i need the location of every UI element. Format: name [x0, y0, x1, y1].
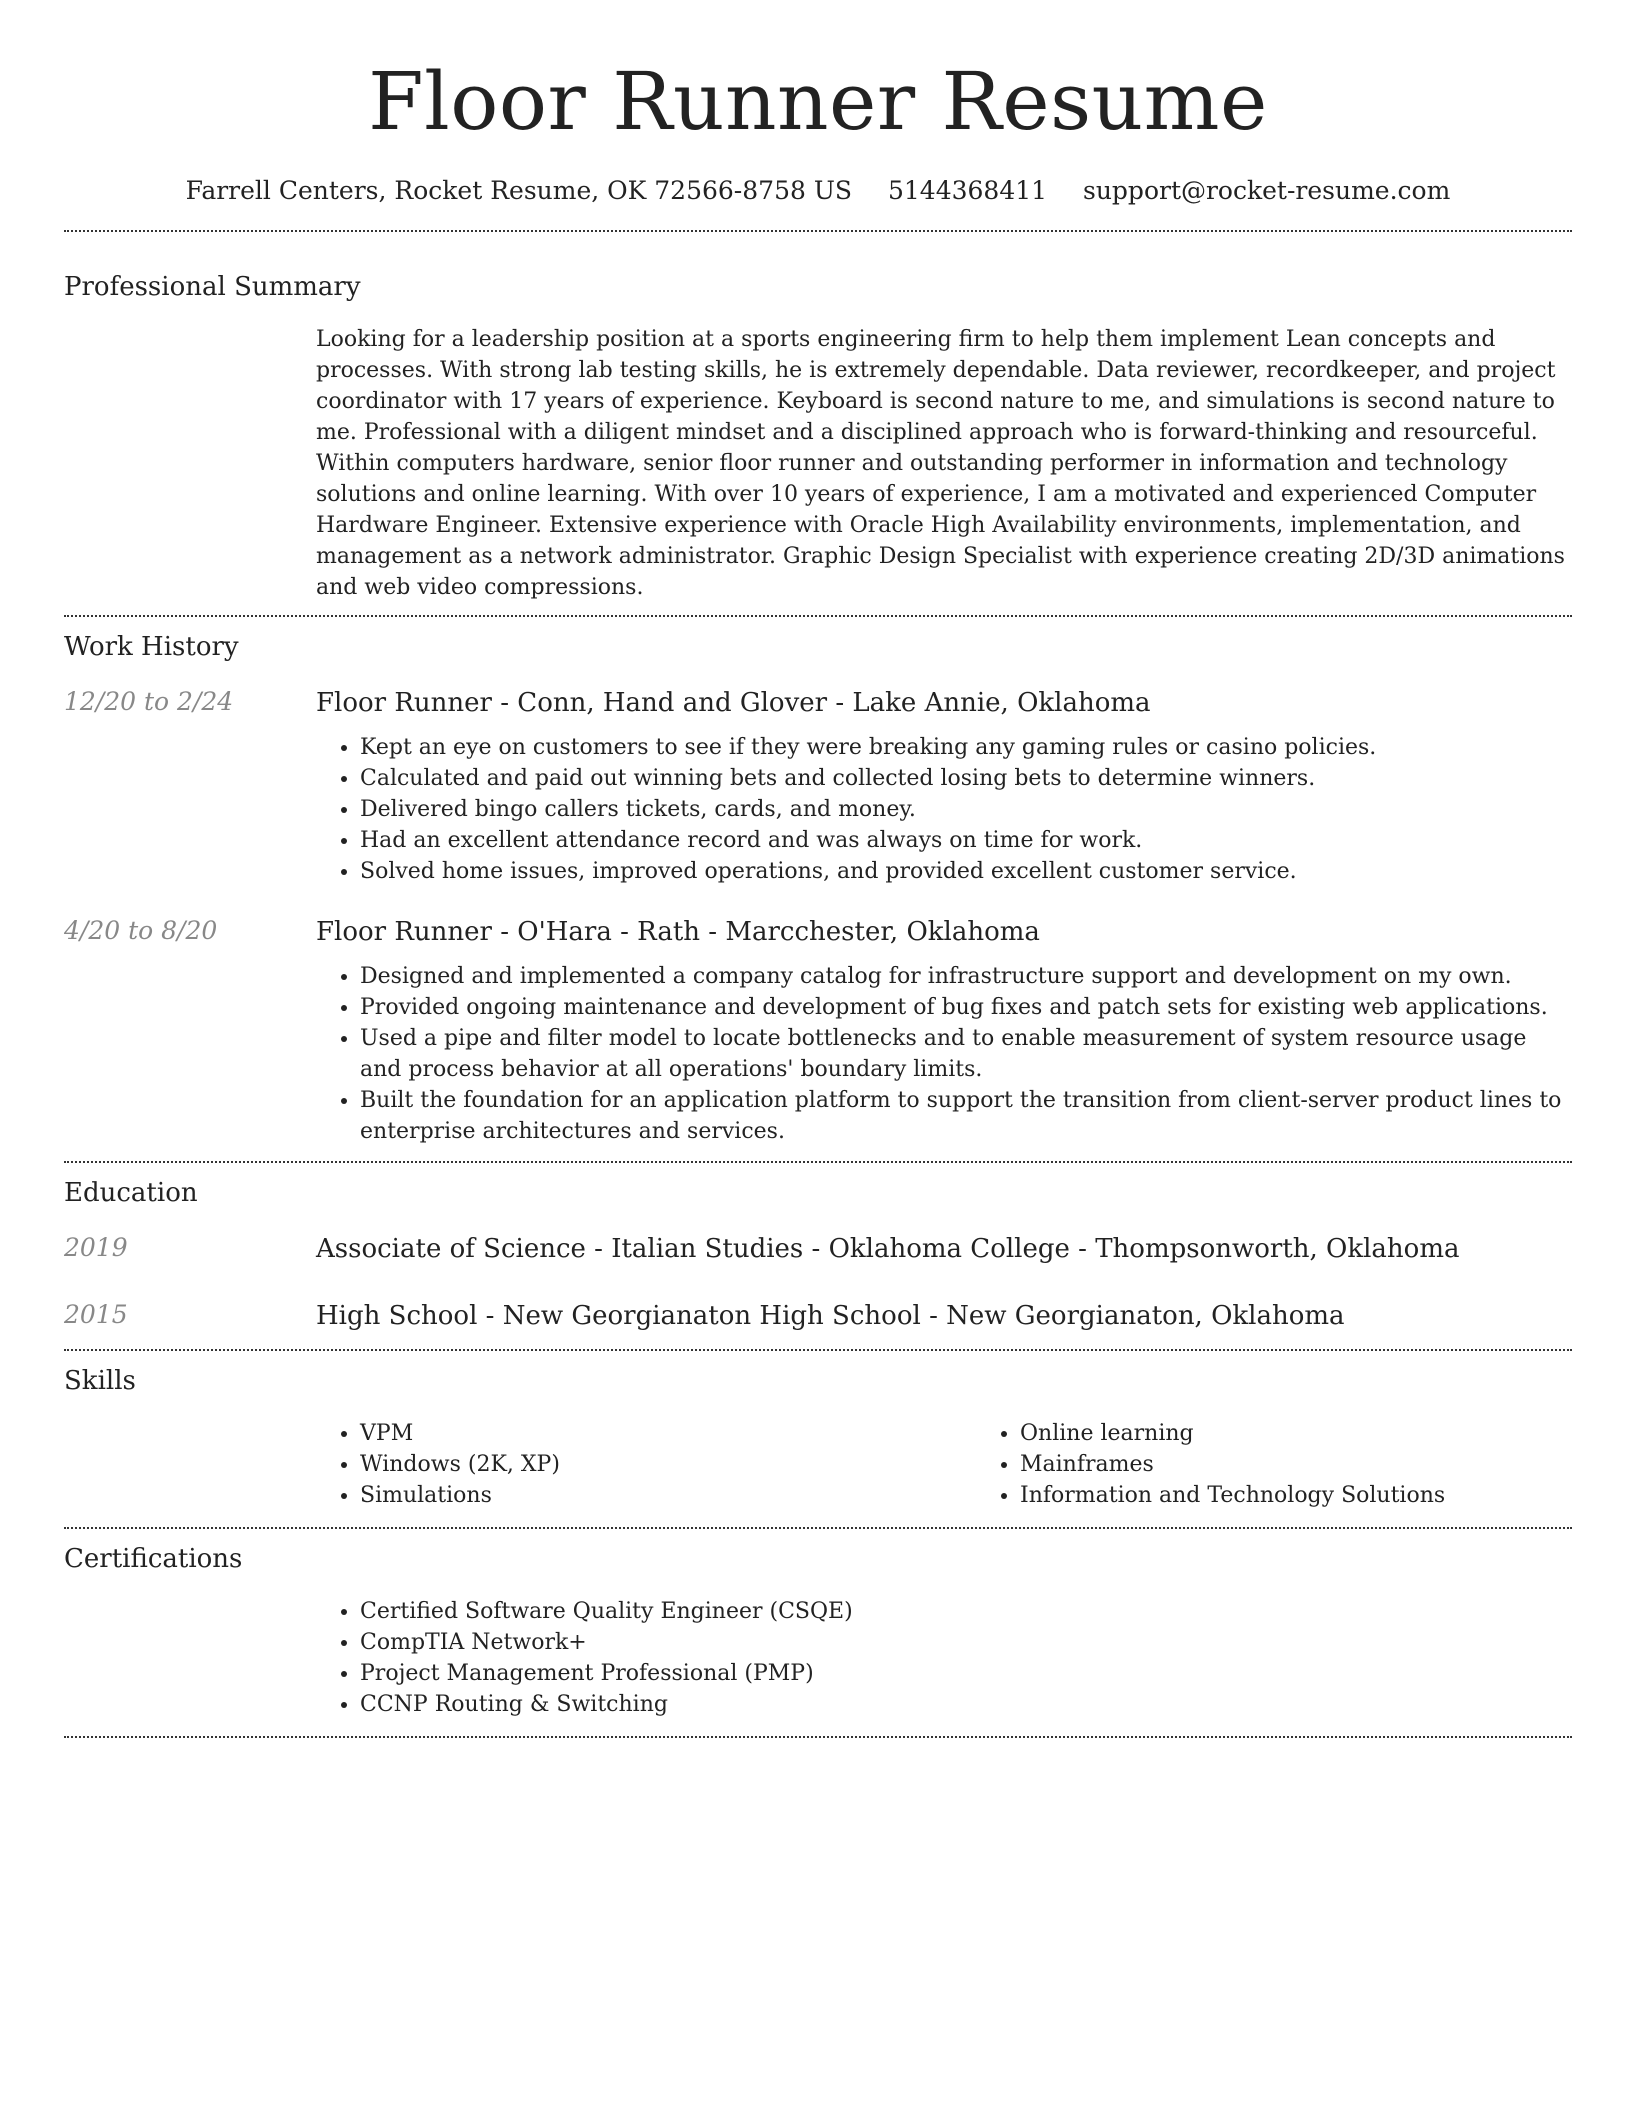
- divider: [64, 615, 1572, 617]
- divider: [64, 1527, 1572, 1529]
- education-section: [64, 1176, 1572, 1333]
- education-school: - Oklahoma College - Thompsonworth, Oklahoma: [803, 1234, 1460, 1264]
- resume-title: Floor Runner Resume: [368, 55, 1268, 148]
- section-title-summary: Professional Summary: [64, 272, 361, 302]
- list-item: • Built the foundation for an application platform to support the transition from client-server product lines to enterprise architectures and services.: [360, 1085, 1572, 1147]
- job-heading: Floor Runner - O'Hara - Rath - Marcchester, Oklahoma: [316, 917, 1040, 947]
- section-title-work: Work History: [64, 632, 239, 662]
- work-section: [64, 630, 1572, 1147]
- divider: [64, 1349, 1572, 1351]
- skill-item: • Windows (2K, XP): [360, 1449, 976, 1480]
- education-year: 2019: [64, 1233, 128, 1262]
- job-dates: 12/20 to 2/24: [64, 687, 234, 716]
- education-entry: [64, 1299, 1572, 1333]
- list-item: • Used a pipe and filter model to locate bottlenecks and to enable measurement of system resource usage and process behavior at all operations' boundary limits.: [360, 1023, 1572, 1085]
- job-heading: Floor Runner - Conn, Hand and Glover - Lake Annie, Oklahoma: [316, 688, 1151, 718]
- education-degree: Associate of Science - Italian Studies: [316, 1234, 804, 1264]
- education-year: 2015: [64, 1300, 128, 1329]
- skill-item: • Simulations: [360, 1480, 976, 1511]
- job-entry: [64, 686, 1572, 887]
- job-dates: 4/20 to 8/20: [64, 916, 218, 945]
- section-title-skills: Skills: [64, 1366, 136, 1396]
- job-bullets: [316, 732, 1572, 887]
- contact-phone: 5144368411: [887, 176, 1048, 205]
- skill-item: • Mainframes: [1020, 1449, 1632, 1480]
- skills-list-right: [976, 1418, 1632, 1511]
- list-item: • Calculated and paid out winning bets and collected losing bets to determine winners.: [360, 763, 1572, 794]
- skills-section: [64, 1364, 1572, 1511]
- list-item: • Provided ongoing maintenance and development of bug fixes and patch sets for existing web applications.: [360, 992, 1572, 1023]
- certification-item: • Project Management Professional (PMP): [360, 1658, 1572, 1689]
- contact-address: Farrell Centers, Rocket Resume, OK 72566-8758 US: [185, 176, 853, 205]
- contact-line: [64, 174, 1572, 208]
- list-item: • Delivered bingo callers tickets, cards, and money.: [360, 794, 1572, 825]
- divider: [64, 1736, 1572, 1738]
- list-item: • Had an excellent attendance record and was always on time for work.: [360, 825, 1572, 856]
- certification-item: • CCNP Routing & Switching: [360, 1689, 1572, 1720]
- job-entry: [64, 915, 1572, 1147]
- list-item: • Solved home issues, improved operations, and provided excellent customer service.: [360, 856, 1572, 887]
- skills-columns: [316, 1418, 1632, 1511]
- section-title-education: Education: [64, 1178, 198, 1208]
- skill-item: • Information and Technology Solutions: [1020, 1480, 1632, 1511]
- summary-text: Looking for a leadership position at a sports engineering firm to help them implement Lean concepts and processes. With strong lab testing skills, he is extremely dependable. Data reviewer, recordkeeper, and project coordinator with 17 years of experience. Keyboard is second nature to me, and simulations is second nature to me. Professional with a diligent mindset and a disciplined approach who is forward-thinking and resourceful. Within computers hardware, senior floor runner and outstanding performer in information and technology solutions and online learning. With over 10 years of experience, I am a motivated and experienced Computer Hardware Engineer. Extensive experience with Oracle High Availability environments, implementation, and management as a network administrator. Graphic Design Specialist with experience creating 2D/3D animations and web video compressions.: [316, 327, 1565, 600]
- list-item: • Designed and implemented a company catalog for infrastructure support and development on my own.: [360, 961, 1572, 992]
- education-entry: [64, 1232, 1572, 1266]
- skills-list-left: [316, 1418, 976, 1511]
- certifications-section: [64, 1542, 1572, 1720]
- divider: [64, 1161, 1572, 1163]
- education-degree: High School: [316, 1301, 478, 1331]
- job-bullets: [316, 961, 1572, 1147]
- contact-email: support@rocket-resume.com: [1083, 176, 1451, 205]
- section-title-certifications: Certifications: [64, 1544, 243, 1574]
- divider: [64, 230, 1572, 232]
- certifications-list: [316, 1596, 1572, 1720]
- skill-item: • Online learning: [1020, 1418, 1632, 1449]
- certification-item: • Certified Software Quality Engineer (CSQE): [360, 1596, 1572, 1627]
- education-school: - New Georgianaton High School - New Georgianaton, Oklahoma: [477, 1301, 1345, 1331]
- summary-section: [64, 270, 1572, 603]
- certification-item: • CompTIA Network+: [360, 1627, 1572, 1658]
- skill-item: • VPM: [360, 1418, 976, 1449]
- resume-page: [64, 0, 1572, 1738]
- list-item: • Kept an eye on customers to see if they were breaking any gaming rules or casino policies.: [360, 732, 1572, 763]
